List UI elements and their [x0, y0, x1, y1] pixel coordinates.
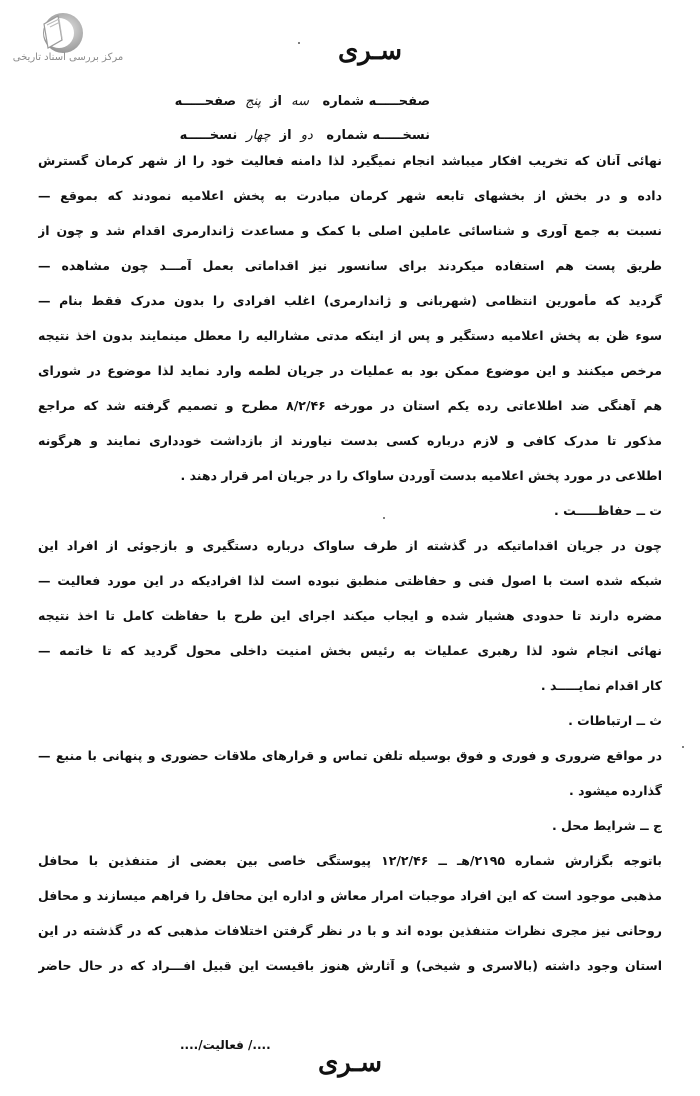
document-line: مذهبی موجود است که این افراد موجبات امرار معاش و اداره این محافل را فراهم میسازند و محافل	[38, 889, 662, 903]
document-line: ج ــ شرایط محل .	[551, 819, 662, 833]
copy-number-line	[180, 128, 430, 143]
document-line: مضره دارند تا حدودی هشیار شده و ایجاب میکند اجرای این طرح با حفاظت کامل تا اخذ نتیجه	[38, 609, 662, 623]
copy-total: چهار	[246, 128, 271, 143]
document-line: اطلاعی در مورد پخش اعلامیه بدست آوردن ساواک را در جریان امر قرار دهند .	[180, 469, 662, 483]
logo-caption: مرکز بررسی اسناد تاریخی	[12, 52, 124, 63]
document-line: طریق پست هم استفاده میکردند برای سانسور نیز اقداماتی بعمل آمـــد چون مشاهده —	[38, 259, 662, 273]
document-line: سوء ظن به پخش اعلامیه دستگیر و پس از اینکه مدتی مشارالیه را معطل مینمایند بدون اخذ نتیجه	[38, 329, 662, 343]
document-line: نسبت به جمع آوری و شناسائی عاملین اصلی با کمک و مساعدت ژاندارمری اقدام شد و چون از	[38, 224, 662, 238]
archive-center-logo	[8, 6, 128, 76]
document-line: در مواقع ضروری و فوری و فوق بوسیله تلفن تماس و قرارهای ملاقات حضوری و پنهانی با منبع —	[38, 749, 662, 763]
document-line: کار اقدام نمایـــــد .	[540, 679, 662, 693]
scan-speck	[383, 517, 385, 519]
document-line: استان وجود داشته (بالاسری و شیخی) و آثارش هنوز باقیست این قبیل افـــراد که در حال حاضر	[38, 959, 662, 973]
page-label: صفحـــــه شماره	[322, 94, 430, 109]
page-of-label: از	[270, 94, 283, 109]
document-line: ت ــ حفاظـــــت .	[554, 504, 662, 518]
document-line: گذارده میشود .	[568, 784, 662, 798]
page-number-line	[175, 94, 430, 109]
scan-speck	[682, 746, 684, 748]
copy-number: دو	[300, 128, 313, 143]
document-line: روحانی نیز مجری نظرات متنفذین بوده اند و با در نظر گرفتن اختلافات مذهبی که در گذشته در این	[38, 924, 662, 938]
document-line: گردید که مأمورین انتظامی (شهربانی و ژاندارمری) اغلب افرادی را بدون مدرک فقط بنام —	[38, 294, 662, 308]
document-line: مذکور تا مدرک کافی و لازم درباره کسی بدست نیاورند از بازداشت خودداری نمایند و هرگونه	[38, 434, 662, 448]
page-suffix: صفحـــــه	[174, 94, 237, 109]
document-line: مرخص میکنند و این موضوع ممکن بود به عملیات در جریان لطمه وارد نماید لذا موضوع در شورای	[38, 364, 662, 378]
document-line: نهائی آنان که تخریب افکار میباشد انجام نمیگیرد لذا دامنه فعالیت خود را از شهر کرمان گسترش	[38, 154, 662, 168]
copy-suffix: نسخـــــه	[179, 128, 238, 143]
copy-label: نسخـــــه شماره	[326, 128, 430, 143]
document-line: باتوجه بگزارش شماره ۲۱۹۵/هـ ــ ۱۲/۲/۴۶ پیوستگی خاصی بین بعضی از متنفذین با محافل	[38, 854, 662, 868]
continuation-note: ..../ فعالیت/....	[180, 1038, 271, 1052]
archive-book-icon	[38, 10, 84, 56]
classification-bottom: سـری	[317, 1048, 383, 1078]
page-total: پنج	[245, 94, 262, 109]
document-line: شبکه شده است با اصول فنی و حفاظتی منطبق نبوده است لذا افرادیکه در این مورد فعالیت —	[38, 574, 662, 588]
scan-speck	[298, 42, 300, 44]
document-line: نهائی انجام شود لذا رهبری عملیات به رئیس بخش امنیت داخلی محول گردید که تا خاتمه —	[38, 644, 662, 658]
classification-top: سـری	[337, 36, 403, 66]
document-body	[38, 154, 662, 994]
document-line: داده و در بخش از بخشهای تابعه شهر کرمان مبادرت به پخش اعلامیه نمودند که بموقع —	[38, 189, 662, 203]
document-line: هم آهنگی ضد اطلاعاتی رده یکم استان در مورخه ۸/۲/۴۶ مطرح و تصمیم گرفته شد که مراجع	[38, 399, 662, 413]
document-line: چون در جریان اقداماتیکه در گذشته از طرف ساواک درباره دستگیری و بازجوئی از افراد این	[38, 539, 662, 553]
copy-of-label: از	[279, 128, 292, 143]
page-number: سه	[291, 94, 309, 109]
document-line: ث ــ ارتباطات .	[568, 714, 662, 728]
